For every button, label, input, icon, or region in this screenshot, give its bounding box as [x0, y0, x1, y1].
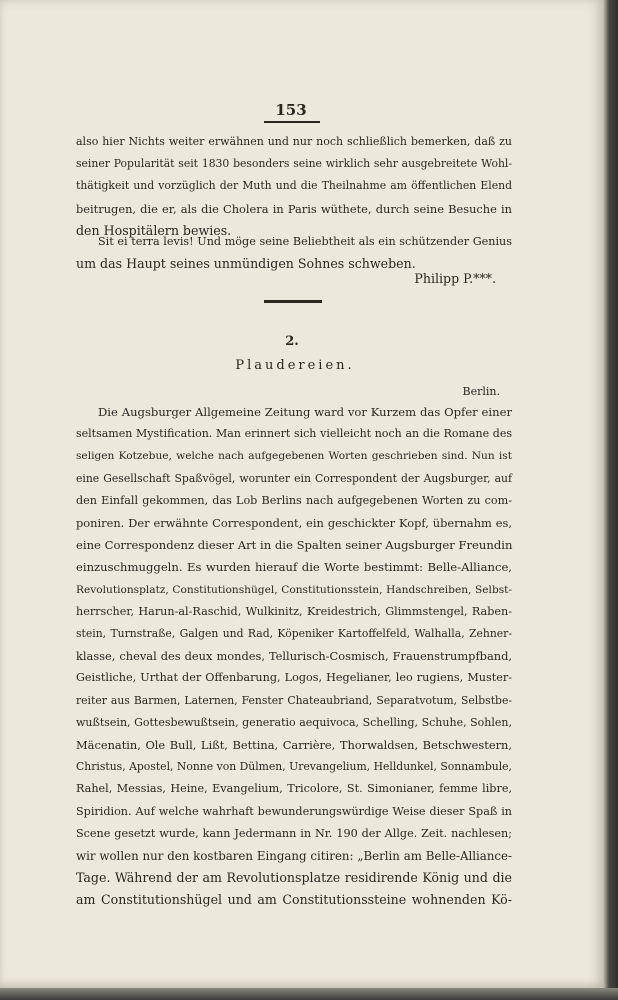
- text-line: Rahel, Messias, Heine, Evangelium, Tricolore, St. Simonianer, femme libre,: [76, 782, 512, 796]
- text-line: Revolutionsplatz, Constitutionshügel, Constitutionsstein, Handschreiben, Selbst-: [76, 583, 512, 596]
- text-line: Die Augsburger Allgemeine Zeitung ward vor Kurzem das Opfer einer: [98, 405, 512, 419]
- section-title: Plaudereien.: [235, 358, 355, 373]
- text-line: um das Haupt seines unmündigen Sohnes schweben.: [76, 256, 416, 272]
- text-line: Sit ei terra levis! Und möge seine Beliebtheit als ein schützender Genius: [98, 235, 512, 248]
- page-number: 153: [275, 101, 307, 119]
- text-line: wußtsein, Gottesbewußtsein, generatio aequivoca, Schelling, Schuhe, Sohlen,: [76, 715, 512, 729]
- text-line: wir wollen nur den kostbaren Eingang citiren: „Berlin am Belle-Alliance-: [76, 849, 512, 864]
- author-signature: Philipp P.***.: [414, 271, 496, 286]
- text-line: beitrugen, die er, als die Cholera in Paris wüthete, durch seine Besuche in: [76, 201, 512, 216]
- section-number: 2.: [285, 334, 299, 349]
- paragraph-2: [76, 231, 512, 275]
- page-number-rule: [264, 121, 320, 123]
- text-line: also hier Nichts weiter erwähnen und nur noch schließlich bemerken, daß zu: [76, 135, 512, 148]
- dateline-location: Berlin.: [462, 385, 500, 398]
- text-line: eine Correspondenz dieser Art in die Spalten seiner Augsburger Freundin: [76, 538, 513, 553]
- text-line: seligen Kotzebue, welche nach aufgegebenen Worten geschrieben sind. Nun ist: [76, 450, 512, 463]
- text-line: Geistliche, Urthat der Offenbarung, Logos, Hegelianer, leo rugiens, Muster-: [76, 671, 512, 685]
- text-line: am Constitutionshügel und am Constitutionssteine wohnenden Kö-: [76, 892, 512, 908]
- section-divider: [264, 300, 322, 303]
- text-line: eine Gesellschaft Spaßvögel, worunter ein Correspondent der Augsburger, auf: [76, 471, 512, 485]
- text-line: Tage. Während der am Revolutionsplatze residirende König und die: [76, 870, 512, 886]
- text-line: klasse, cheval des deux mondes, Tellurisch-Cosmisch, Frauenstrumpfband,: [76, 649, 512, 664]
- text-line: poniren. Der erwähnte Correspondent, ein geschickter Kopf, übernahm es,: [76, 516, 512, 531]
- text-line: den Hospitälern bewies.: [76, 222, 232, 238]
- text-line: einzuschmuggeln. Es wurden hierauf die Worte bestimmt: Belle-Alliance,: [76, 560, 512, 575]
- page-edge-shadow: [603, 0, 618, 1000]
- text-line: Mäcenatin, Ole Bull, Lißt, Bettina, Carrière, Thorwaldsen, Betschwestern,: [76, 738, 512, 753]
- text-line: den Einfall gekommen, das Lob Berlins nach aufgegebenen Worten zu com-: [76, 493, 512, 507]
- text-line: Spiridion. Auf welche wahrhaft bewunderungswürdige Weise dieser Spaß in: [76, 804, 512, 818]
- text-line: herrscher, Harun-al-Raschid, Wulkinitz, Kreidestrich, Glimmstengel, Raben-: [76, 604, 512, 618]
- text-line: reiter aus Barmen, Laternen, Fenster Chateaubriand, Separatvotum, Selbstbe-: [76, 693, 512, 707]
- text-line: Christus, Apostel, Nonne von Dülmen, Urevangelium, Helldunkel, Sonnambule,: [76, 760, 512, 774]
- paragraph-3: [76, 401, 512, 912]
- text-line: stein, Turnstraße, Galgen und Rad, Köpeniker Kartoffelfeld, Walhalla, Zehner-: [76, 627, 512, 641]
- text-line: seltsamen Mystification. Man erinnert sich vielleicht noch an die Romane des: [76, 427, 512, 441]
- paragraph-1: [76, 131, 512, 242]
- text-line: thätigkeit und vorzüglich der Muth und die Theilnahme am öffentlichen Elend: [76, 179, 512, 193]
- text-line: seiner Popularität seit 1830 besonders seine wirklich sehr ausgebreitete Wohl-: [76, 157, 512, 171]
- page-bottom-shadow: [0, 988, 618, 1000]
- text-line: Scene gesetzt wurde, kann Jedermann in Nr. 190 der Allge. Zeit. nachlesen;: [76, 826, 512, 840]
